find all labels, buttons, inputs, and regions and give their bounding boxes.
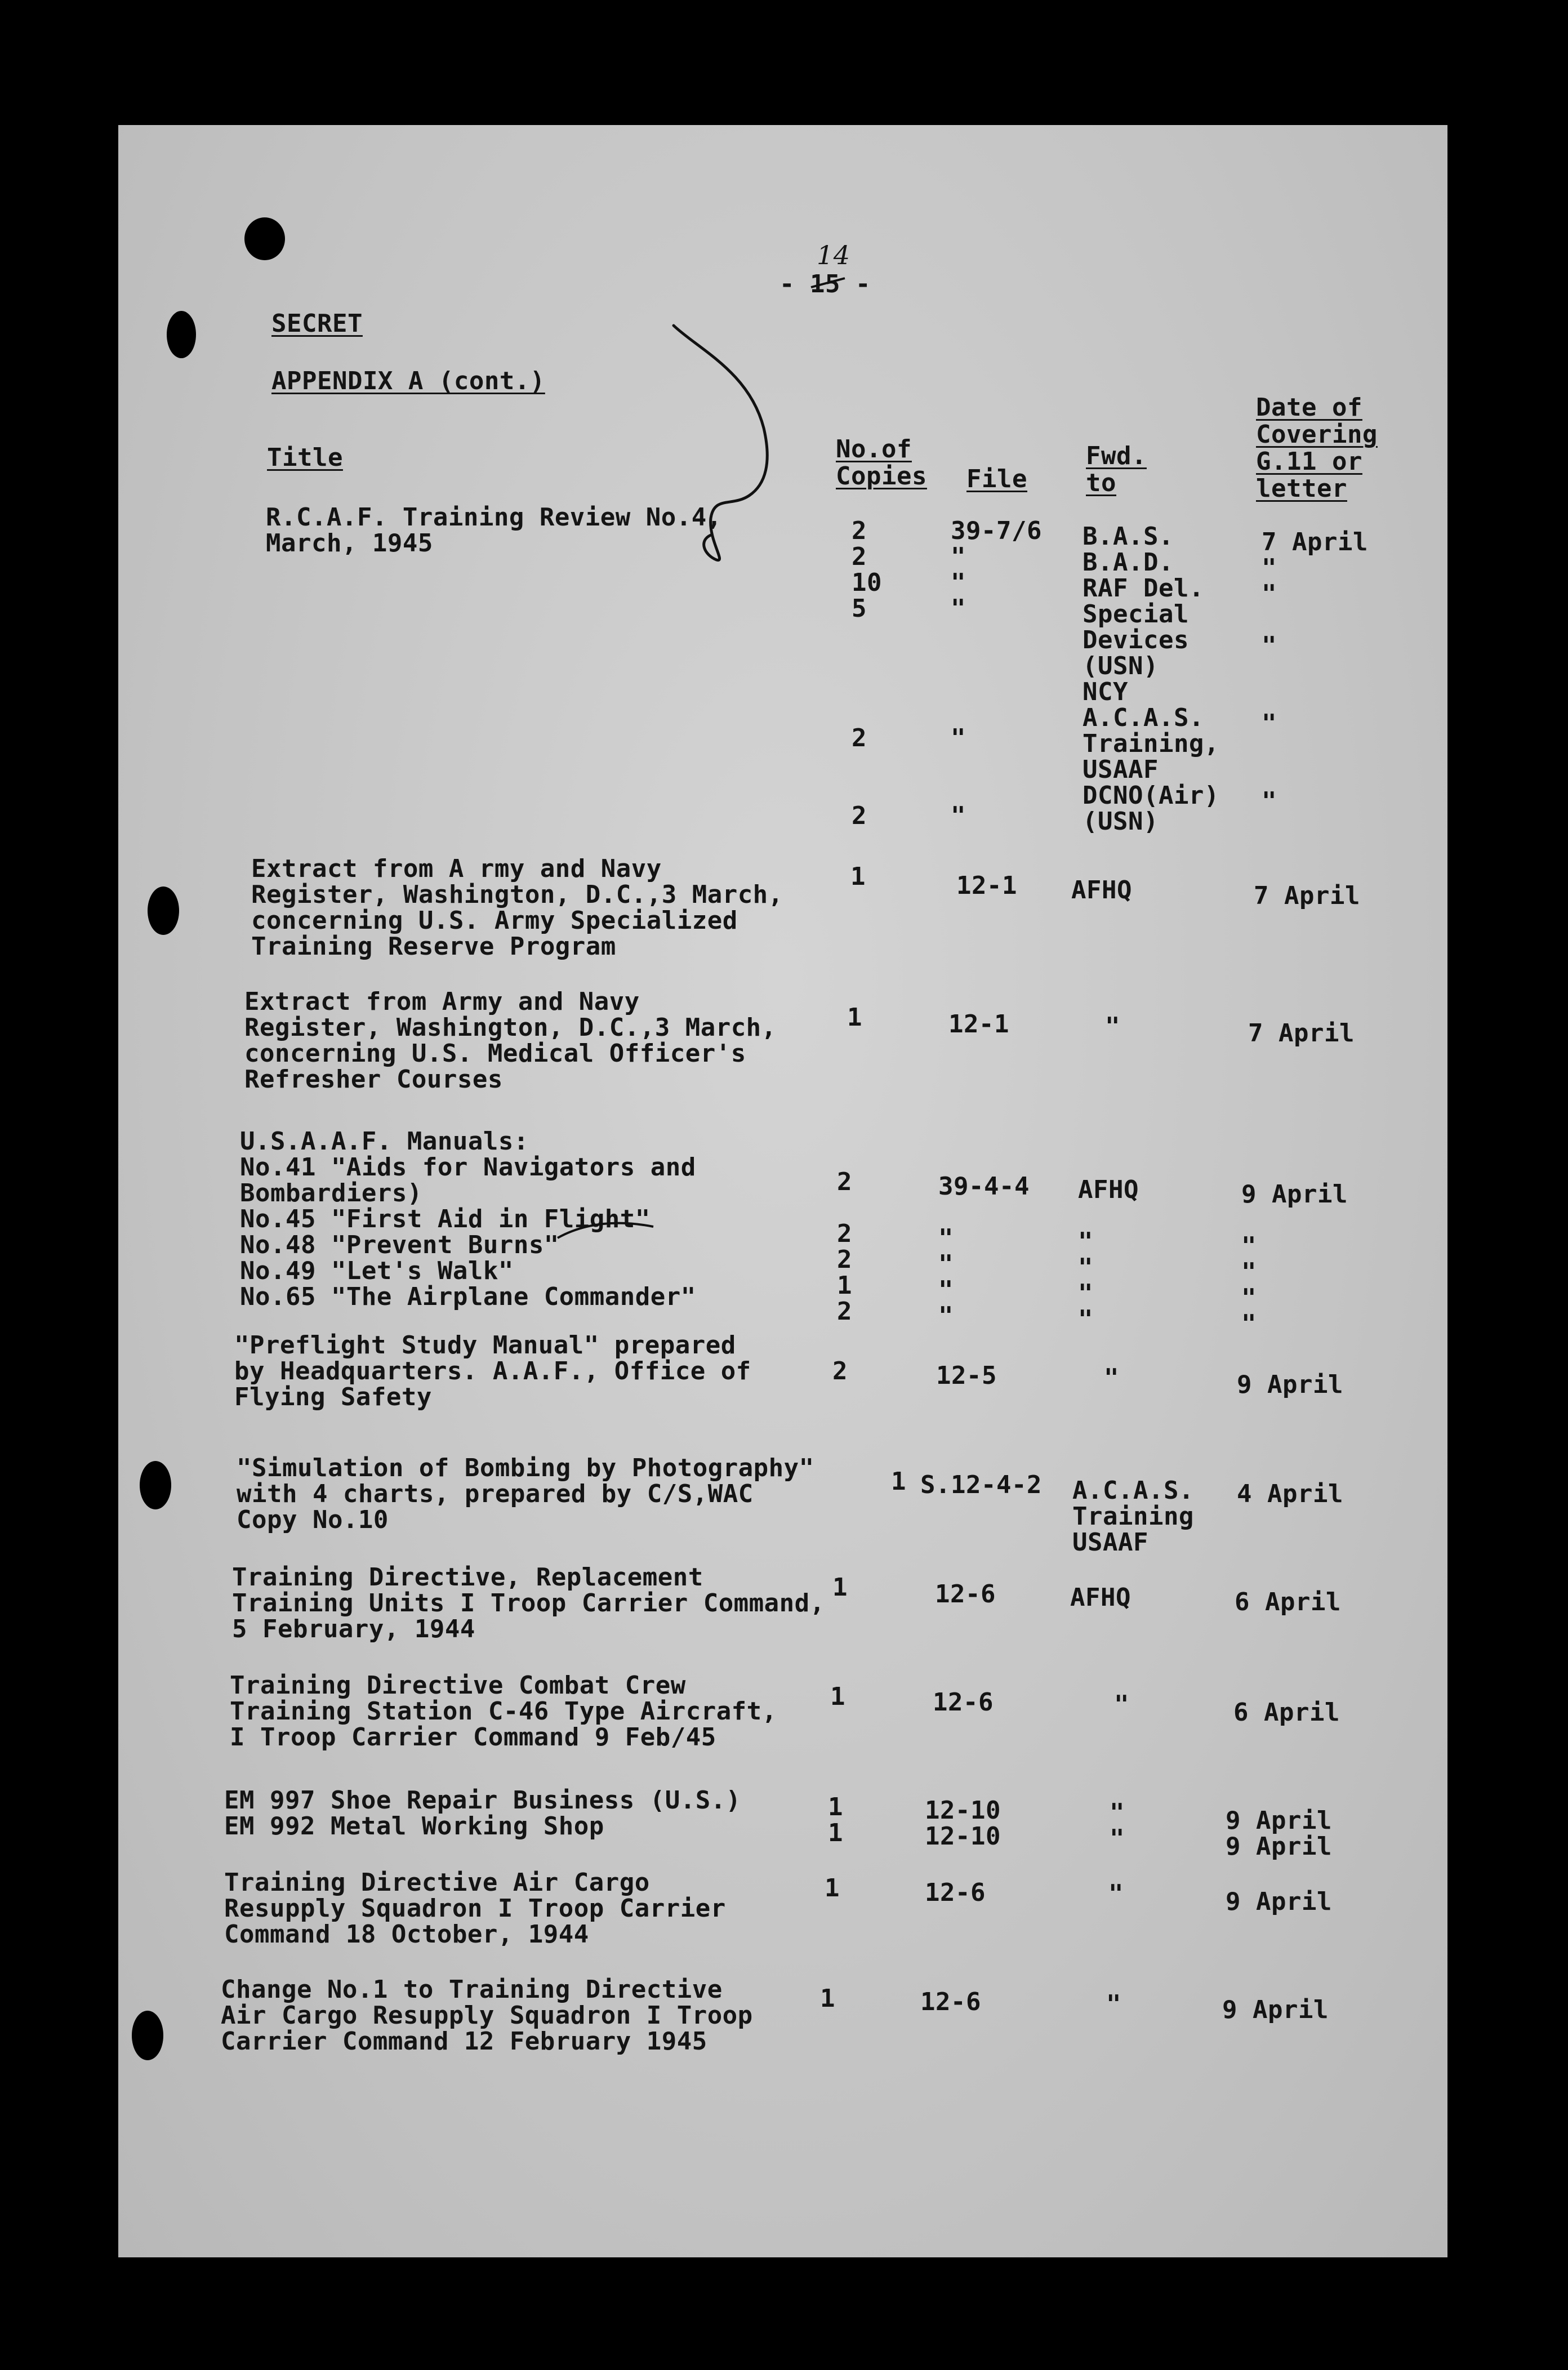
row-0-date: 7 April " " " " "	[1262, 528, 1368, 816]
row-3-date: 9 April " " " "	[1241, 1180, 1348, 1338]
row-8-date: 9 April 9 April	[1226, 1806, 1332, 1861]
row-4-title: "Preflight Study Manual" prepared by Headquarters. A.A.F., Office of Flying Safety	[234, 1331, 751, 1411]
appendix-title: APPENDIX A (cont.)	[271, 367, 545, 395]
row-7-copies: 1	[830, 1682, 845, 1711]
row-9-title: Training Directive Air Cargo Resupply Squadron I Troop Carrier Command 18 October, 1944	[224, 1868, 726, 1949]
column-header-copies: No.of Copies	[836, 435, 927, 491]
row-10-copies: 1	[820, 1984, 835, 2013]
row-7-fwd: "	[1114, 1690, 1129, 1719]
row-6-date: 6 April	[1235, 1588, 1341, 1616]
row-1-title: Extract from A rmy and Navy Register, Washington, D.C.,3 March, concerning U.S. Army Specialized Training Reserve Program	[251, 854, 783, 961]
row-0-copies: 2 2 10 5 2 2	[852, 516, 882, 830]
row-6-title: Training Directive, Replacement Training Units I Troop Carrier Command, 5 February, 1944	[232, 1563, 825, 1643]
row-3-title: U.S.A.A.F. Manuals: No.41 "Aids for Navigators and Bombardiers) No.45 "First Aid in Flight" No.48 "Prevent Burns" No.49 "Let's Walk" No.65 "The Airplane Commander"	[240, 1127, 696, 1311]
strikeout-15	[811, 278, 845, 287]
row-5-title: "Simulation of Bombing by Photography" with 4 charts, prepared by C/S,WAC Copy No.10	[237, 1454, 814, 1534]
row-4-fwd: "	[1104, 1364, 1119, 1392]
row-9-date: 9 April	[1226, 1887, 1332, 1916]
row-9-file: 12-6	[925, 1878, 986, 1907]
row-9-fwd: "	[1108, 1879, 1124, 1908]
row-7-date: 6 April	[1233, 1698, 1340, 1727]
row-4-copies: 2	[832, 1357, 848, 1386]
row-7-title: Training Directive Combat Crew Training Station C-46 Type Aircraft, I Troop Carrier Command 9 Feb/45	[230, 1671, 777, 1752]
row-4-date: 9 April	[1237, 1370, 1343, 1399]
column-header-title: Title	[267, 443, 343, 472]
row-3-copies: 2 2 2 1 2	[837, 1168, 852, 1326]
row-3-fwd: AFHQ " " " "	[1078, 1175, 1139, 1334]
pen-underline-in-flight	[558, 1223, 653, 1238]
column-header-date: Date of Covering G.11 or letter	[1256, 393, 1378, 503]
row-0-file: 39-7/6 " " " " "	[951, 516, 1042, 830]
row-8-file: 12-10 12-10	[925, 1796, 1001, 1851]
row-2-title: Extract from Army and Navy Register, Washington, D.C.,3 March, concerning U.S. Medical Officer's Refresher Courses	[244, 987, 777, 1094]
row-8-fwd: " "	[1110, 1798, 1125, 1853]
row-6-fwd: AFHQ	[1070, 1583, 1131, 1612]
row-10-file: 12-6	[920, 1988, 981, 2016]
row-10-title: Change No.1 to Training Directive Air Cargo Resupply Squadron I Troop Carrier Command 12 February 1945	[221, 1975, 753, 2056]
column-header-file: File	[966, 465, 1027, 493]
row-1-fwd: AFHQ	[1071, 876, 1132, 905]
row-4-file: 12-5	[936, 1361, 997, 1390]
row-8-title: EM 997 Shoe Repair Business (U.S.) EM 992 Metal Working Shop	[224, 1786, 741, 1841]
row-5-copies: 1	[891, 1467, 906, 1496]
handwritten-page-number: 14	[817, 240, 850, 270]
row-5-fwd: A.C.A.S. Training USAAF	[1072, 1476, 1194, 1557]
column-header-fwd: Fwd. to	[1086, 442, 1147, 497]
row-5-date: 4 April	[1237, 1480, 1343, 1508]
row-3-file: 39-4-4 " " " "	[938, 1172, 1030, 1330]
row-0-title: R.C.A.F. Training Review No.4, March, 1945	[266, 503, 722, 558]
pen-scribble-mark	[674, 326, 767, 560]
row-10-fwd: "	[1106, 1990, 1121, 2019]
row-9-copies: 1	[825, 1874, 840, 1903]
row-1-copies: 1	[850, 862, 866, 891]
row-2-date: 7 April	[1248, 1019, 1355, 1048]
classification-label: SECRET	[271, 309, 363, 338]
row-1-file: 12-1	[956, 871, 1017, 900]
row-2-fwd: "	[1105, 1012, 1120, 1041]
page-number: - 15 -	[779, 270, 871, 299]
row-0-fwd: B.A.S. B.A.D. RAF Del. Special Devices (USN) NCY A.C.A.S. Training, USAAF DCNO(Air) (USN)	[1083, 522, 1219, 836]
row-5-file: S.12-4-2	[920, 1471, 1042, 1499]
row-6-file: 12-6	[935, 1580, 996, 1609]
row-7-file: 12-6	[933, 1688, 994, 1717]
row-6-copies: 1	[832, 1573, 848, 1602]
row-1-date: 7 April	[1254, 881, 1360, 910]
row-2-file: 12-1	[948, 1010, 1009, 1039]
row-2-copies: 1	[847, 1003, 862, 1032]
row-8-copies: 1 1	[828, 1793, 843, 1847]
row-10-date: 9 April	[1222, 1995, 1329, 2024]
